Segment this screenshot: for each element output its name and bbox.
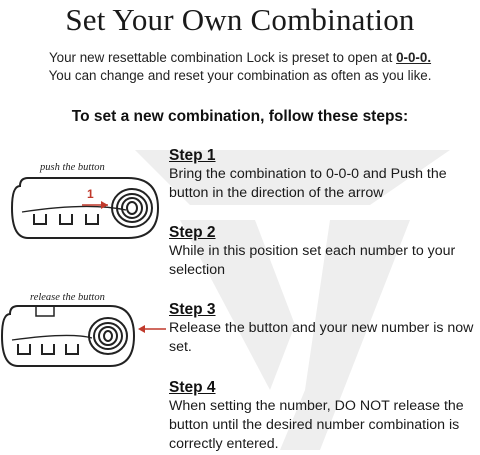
dial-3b bbox=[66, 344, 78, 354]
intro-line-1 bbox=[0, 49, 480, 67]
intro-text bbox=[0, 49, 480, 85]
step-1 bbox=[169, 147, 475, 203]
reset-button-2 bbox=[89, 318, 127, 354]
step-3-text: Release the button and your new number is now set. bbox=[169, 320, 474, 355]
step-2-text: While in this position set each number to your selection bbox=[169, 243, 456, 278]
push-step-number: 1 bbox=[87, 187, 94, 201]
dial-2 bbox=[60, 214, 72, 224]
reset-button bbox=[112, 189, 152, 227]
dial-1 bbox=[34, 214, 46, 224]
step-3 bbox=[169, 301, 475, 357]
intro-line-1-prefix: Your new resettable combination Lock is preset to open at bbox=[48, 50, 397, 65]
lock-shackle-slot bbox=[36, 306, 54, 316]
step-1-title: Step 1 bbox=[169, 147, 216, 164]
lock-seam-2 bbox=[12, 335, 92, 340]
step-4-title: Step 4 bbox=[169, 379, 216, 396]
page-title: Set Your Own Combination bbox=[65, 2, 415, 37]
dial-3 bbox=[86, 214, 98, 224]
dial-1b bbox=[18, 344, 30, 354]
intro-line-2: You can change and reset your combination as often as you like. bbox=[48, 68, 432, 83]
steps-heading: To set a new combination, follow these steps: bbox=[71, 108, 409, 125]
release-arrow-head bbox=[138, 325, 145, 333]
step-4-text: When setting the number, DO NOT release the button until the desired number combination is correctly entered. bbox=[169, 398, 464, 452]
step-2-title: Step 2 bbox=[169, 224, 216, 241]
step-4 bbox=[169, 379, 475, 454]
lock-seam bbox=[22, 206, 126, 212]
push-caption: push the button bbox=[40, 162, 105, 173]
release-caption: release the button bbox=[30, 292, 105, 303]
lock-release-illustration bbox=[0, 302, 170, 372]
step-3-title: Step 3 bbox=[169, 301, 216, 318]
dial-2b bbox=[42, 344, 54, 354]
preset-code: 0-0-0. bbox=[396, 50, 432, 65]
lock-push-illustration bbox=[8, 172, 168, 244]
step-1-text: Bring the combination to 0-0-0 and Push the button in the direction of the arrow bbox=[169, 166, 447, 201]
step-2 bbox=[169, 224, 475, 280]
